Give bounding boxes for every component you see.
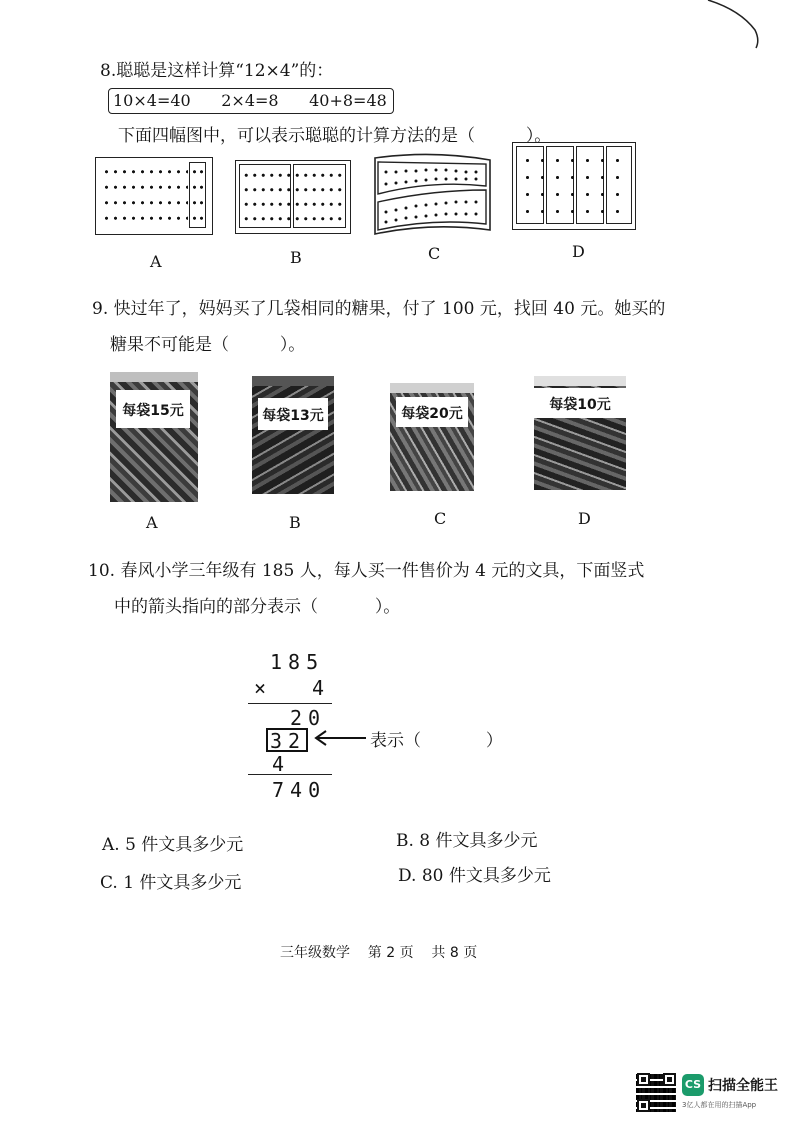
q9-bag-b[interactable] bbox=[252, 376, 334, 494]
q9-bag-c[interactable] bbox=[390, 383, 474, 491]
qr-finder-tl bbox=[637, 1073, 650, 1086]
q9-bag-a[interactable] bbox=[110, 372, 198, 502]
qr-finder-tr bbox=[663, 1073, 676, 1086]
q9-line2 bbox=[110, 330, 305, 355]
q8-figure-d-dots bbox=[520, 152, 630, 222]
q9-bag-a-top bbox=[110, 372, 198, 382]
q9-bag-d-top bbox=[534, 376, 626, 386]
q8-option-c: C bbox=[428, 244, 441, 263]
q10-line2-end: ）。 bbox=[374, 597, 401, 617]
q8-formula: 10×4=40 2×4=8 40+8=48 bbox=[113, 91, 387, 110]
q10-choice-d[interactable]: D. 80 件文具多少元 bbox=[398, 866, 551, 886]
q8-option-b: B bbox=[290, 248, 302, 267]
calc-row-6: 740 bbox=[272, 778, 327, 802]
q8-option-d: D bbox=[572, 242, 585, 261]
q9-line2-text: 糖果不可能是（ bbox=[110, 335, 229, 355]
camscanner-logo bbox=[682, 1074, 704, 1096]
q8-figure-d[interactable] bbox=[512, 142, 636, 230]
calc-row-5: 4 bbox=[272, 752, 291, 776]
q9-option-a: A bbox=[146, 513, 158, 532]
q8-figure-a[interactable] bbox=[95, 157, 213, 235]
q10-choice-a[interactable]: A. 5 件文具多少元 bbox=[102, 835, 244, 855]
calc-arrow-text: 表示（ bbox=[370, 731, 421, 751]
calc-row-2: 4 bbox=[312, 676, 331, 700]
q9-line2-end: ）。 bbox=[279, 335, 306, 355]
q9-bag-b-price: 每袋13元 bbox=[258, 398, 328, 430]
q9-bag-c-price: 每袋20元 bbox=[396, 397, 468, 427]
q10-choice-c[interactable]: C. 1 件文具多少元 bbox=[100, 873, 242, 893]
calc-arrow-label bbox=[370, 726, 503, 751]
q8-figure-b-dots bbox=[242, 168, 344, 226]
q9-bag-d-price: 每袋10元 bbox=[534, 388, 626, 418]
camscanner-brand: 扫描全能王 bbox=[708, 1078, 778, 1094]
q8-figure-c[interactable] bbox=[372, 150, 494, 242]
camscanner-logo-text: CS bbox=[684, 1078, 702, 1091]
q8-formula-box bbox=[108, 88, 394, 114]
calc-row-3: 20 bbox=[290, 706, 327, 730]
q10-line2 bbox=[114, 592, 400, 617]
q9-bag-a-price: 每袋15元 bbox=[116, 390, 190, 428]
q8-ask-end: ）。 bbox=[525, 126, 552, 146]
q8-stem: 8.聪聪是这样计算“12×4”的： bbox=[100, 61, 334, 81]
q10-line2-text: 中的箭头指向的部分表示（ bbox=[114, 597, 318, 617]
q9-bag-b-top bbox=[252, 376, 334, 386]
corner-scribble bbox=[700, 0, 794, 50]
qr-code bbox=[636, 1072, 676, 1112]
q8-figure-a-dots-left bbox=[102, 164, 188, 226]
q8-ask bbox=[118, 121, 551, 146]
calc-times-sign: × bbox=[254, 676, 273, 700]
q9-bag-b-body bbox=[252, 376, 334, 494]
calc-line-1 bbox=[248, 703, 332, 704]
camscanner-sub: 3亿人都在用的扫描App bbox=[682, 1101, 757, 1109]
q9-bag-d[interactable] bbox=[534, 376, 626, 490]
q8-ask-text: 下面四幅图中，可以表示聪聪的计算方法的是（ bbox=[118, 126, 475, 146]
q9-option-d: D bbox=[578, 509, 591, 528]
calc-row-4: 32 bbox=[270, 729, 307, 753]
q9-line1: 9. 快过年了，妈妈买了几袋相同的糖果，付了 100 元，找回 40 元。她买的 bbox=[92, 299, 666, 319]
q9-option-c: C bbox=[434, 509, 447, 528]
q8-option-a: A bbox=[150, 252, 162, 271]
calc-line-2 bbox=[248, 774, 332, 775]
q10-line1: 10. 春风小学三年级有 185 人，每人买一件售价为 4 元的文具，下面竖式 bbox=[88, 561, 645, 581]
q8-figure-a-dots-right bbox=[191, 164, 205, 226]
q10-choice-b[interactable]: B. 8 件文具多少元 bbox=[396, 831, 538, 851]
q9-bag-c-top bbox=[390, 383, 474, 393]
calc-arrow-text-end: ） bbox=[485, 731, 503, 751]
q8-figure-b[interactable] bbox=[235, 160, 351, 234]
q9-option-b: B bbox=[289, 513, 301, 532]
qr-finder-bl bbox=[637, 1099, 650, 1112]
calc-row-1: 185 bbox=[270, 650, 325, 674]
arrow-left-icon bbox=[312, 728, 368, 748]
page-footer: 三年级数学 第 2 页 共 8 页 bbox=[280, 945, 478, 961]
